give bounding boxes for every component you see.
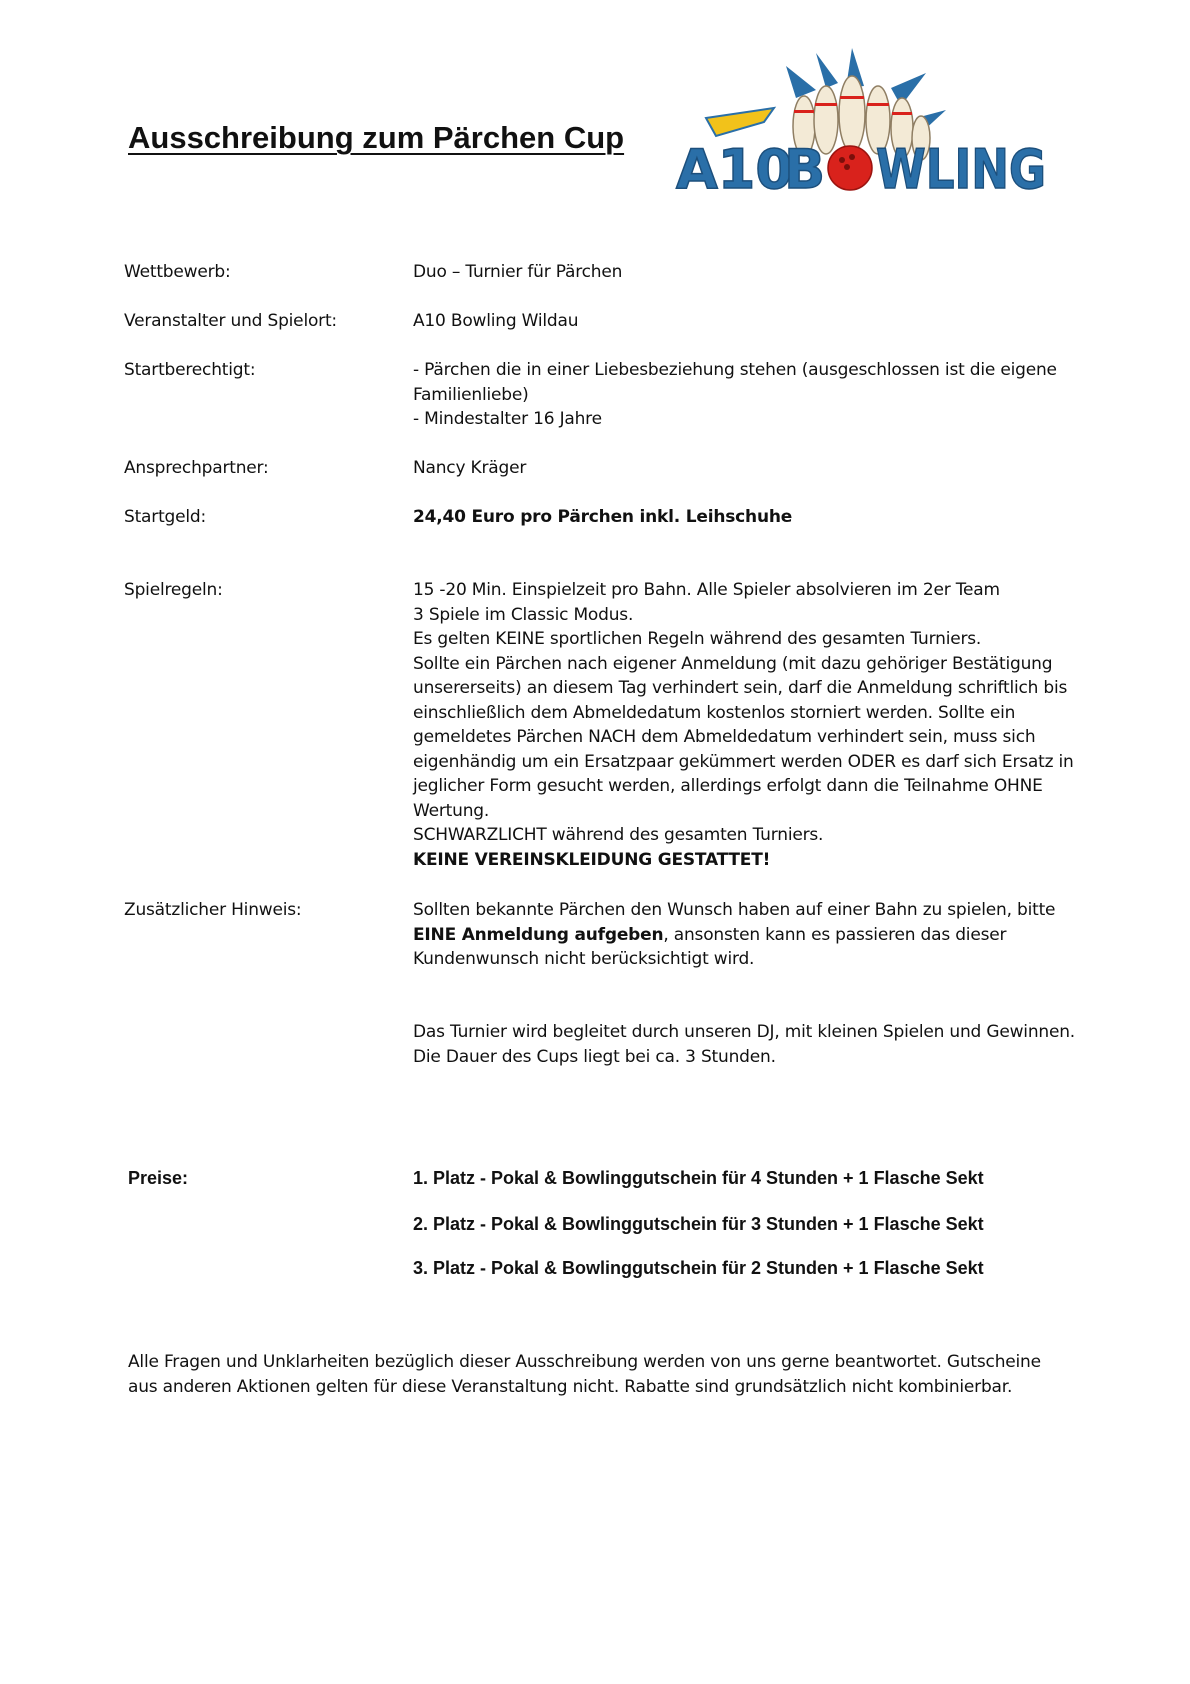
value-wettbewerb: Duo – Turnier für Pärchen: [413, 262, 623, 282]
text-line: unsererseits) an diesem Tag verhindert sein, darf die Anmeldung schriftlich bis: [413, 678, 1068, 698]
label-preise: Preise:: [128, 1168, 189, 1188]
text-line: Sollte ein Pärchen nach eigener Anmeldung (mit dazu gehöriger Bestätigung: [413, 653, 1053, 674]
logo-text-wling: WLING: [876, 138, 1046, 201]
text-line: Familienliebe): [413, 384, 529, 405]
value-veranstalter: A10 Bowling Wildau: [413, 311, 579, 331]
footer-text: [128, 1350, 1088, 1399]
text-line: Die Dauer des Cups liegt bei ca. 3 Stunden.: [413, 1046, 776, 1067]
text-rest: , ansonsten kann es passieren das dieser: [663, 924, 1007, 945]
text-line: aus anderen Aktionen gelten für diese Veranstaltung nicht. Rabatte sind grundsätzlich nicht kombinierbar.: [128, 1376, 1013, 1397]
text-line: - Pärchen die in einer Liebesbeziehung stehen (ausgeschlossen ist die eigene: [413, 360, 1057, 380]
text-line: Es gelten KEINE sportlichen Regeln während des gesamten Turniers.: [413, 629, 982, 649]
label-startberechtigt: Startberechtigt:: [124, 360, 256, 380]
text-line: einschließlich dem Abmeldedatum kostenlos storniert werden. Sollte ein: [413, 702, 1016, 723]
text-line: SCHWARZLICHT während des gesamten Turniers.: [413, 825, 824, 845]
ball-hole-icon: [839, 157, 845, 163]
prize-item: 2. Platz - Pokal & Bowlinggutschein für 3 Stunden + 1 Flasche Sekt: [413, 1214, 984, 1234]
value-ansprechpartner: Nancy Kräger: [413, 458, 527, 478]
text-line: Alle Fragen und Unklarheiten bezüglich dieser Ausschreibung werden von uns gerne beantwortet. Gutscheine: [128, 1352, 1041, 1372]
text-line: Kundenwunsch nicht berücksichtigt wird.: [413, 949, 755, 969]
text-line: Sollten bekannte Pärchen den Wunsch haben auf einer Bahn zu spielen, bitte: [413, 900, 1056, 920]
logo-text-a10: A10: [676, 138, 793, 201]
logo-flag: [706, 108, 774, 136]
value-hinweis: [413, 898, 1078, 972]
prize-item: 1. Platz - Pokal & Bowlinggutschein für 4 Stunden + 1 Flasche Sekt: [413, 1168, 984, 1188]
a10-bowling-logo: [676, 48, 1056, 201]
value-startberechtigt: [413, 358, 1078, 432]
label-spielregeln: Spielregeln:: [124, 580, 223, 600]
prize-item: 3. Platz - Pokal & Bowlinggutschein für 2 Stunden + 1 Flasche Sekt: [413, 1258, 984, 1278]
label-startgeld: Startgeld:: [124, 507, 207, 527]
label-hinweis: Zusätzlicher Hinweis:: [124, 900, 302, 920]
text-line: gemeldetes Pärchen NACH dem Abmeldedatum verhindert sein, muss sich: [413, 727, 1036, 747]
value-startgeld: 24,40 Euro pro Pärchen inkl. Leihschuhe: [413, 507, 793, 527]
label-veranstalter: Veranstalter und Spielort:: [124, 311, 337, 331]
value-spielregeln: [413, 578, 1078, 872]
text-line: Das Turnier wird begleitet durch unseren DJ, mit kleinen Spielen und Gewinnen.: [413, 1022, 1076, 1042]
text-line: [413, 923, 1078, 948]
text-line: eigenhändig um ein Ersatzpaar gekümmert werden ODER es darf sich Ersatz in: [413, 751, 1074, 772]
ball-hole-icon: [844, 164, 850, 170]
text-line-bold: KEINE VEREINSKLEIDUNG GESTATTET!: [413, 849, 771, 870]
label-ansprechpartner: Ansprechpartner:: [124, 458, 269, 478]
text-line: 15 -20 Min. Einspielzeit pro Bahn. Alle Spieler absolvieren im 2er Team: [413, 580, 1000, 600]
label-wettbewerb: Wettbewerb:: [124, 262, 231, 282]
text-bold: EINE Anmeldung aufgeben: [413, 924, 664, 945]
value-info: [413, 1020, 1078, 1069]
text-line: Wertung.: [413, 800, 490, 821]
logo-bowling-ball: [828, 146, 872, 190]
text-line: jeglicher Form gesucht werden, allerdings erfolgt dann die Teilnahme OHNE: [413, 776, 1043, 796]
ball-hole-icon: [849, 154, 855, 160]
text-line: - Mindestalter 16 Jahre: [413, 409, 602, 429]
text-line: 3 Spiele im Classic Modus.: [413, 604, 634, 625]
page-title: Ausschreibung zum Pärchen Cup: [128, 120, 625, 155]
logo-text-b: B: [784, 138, 826, 201]
